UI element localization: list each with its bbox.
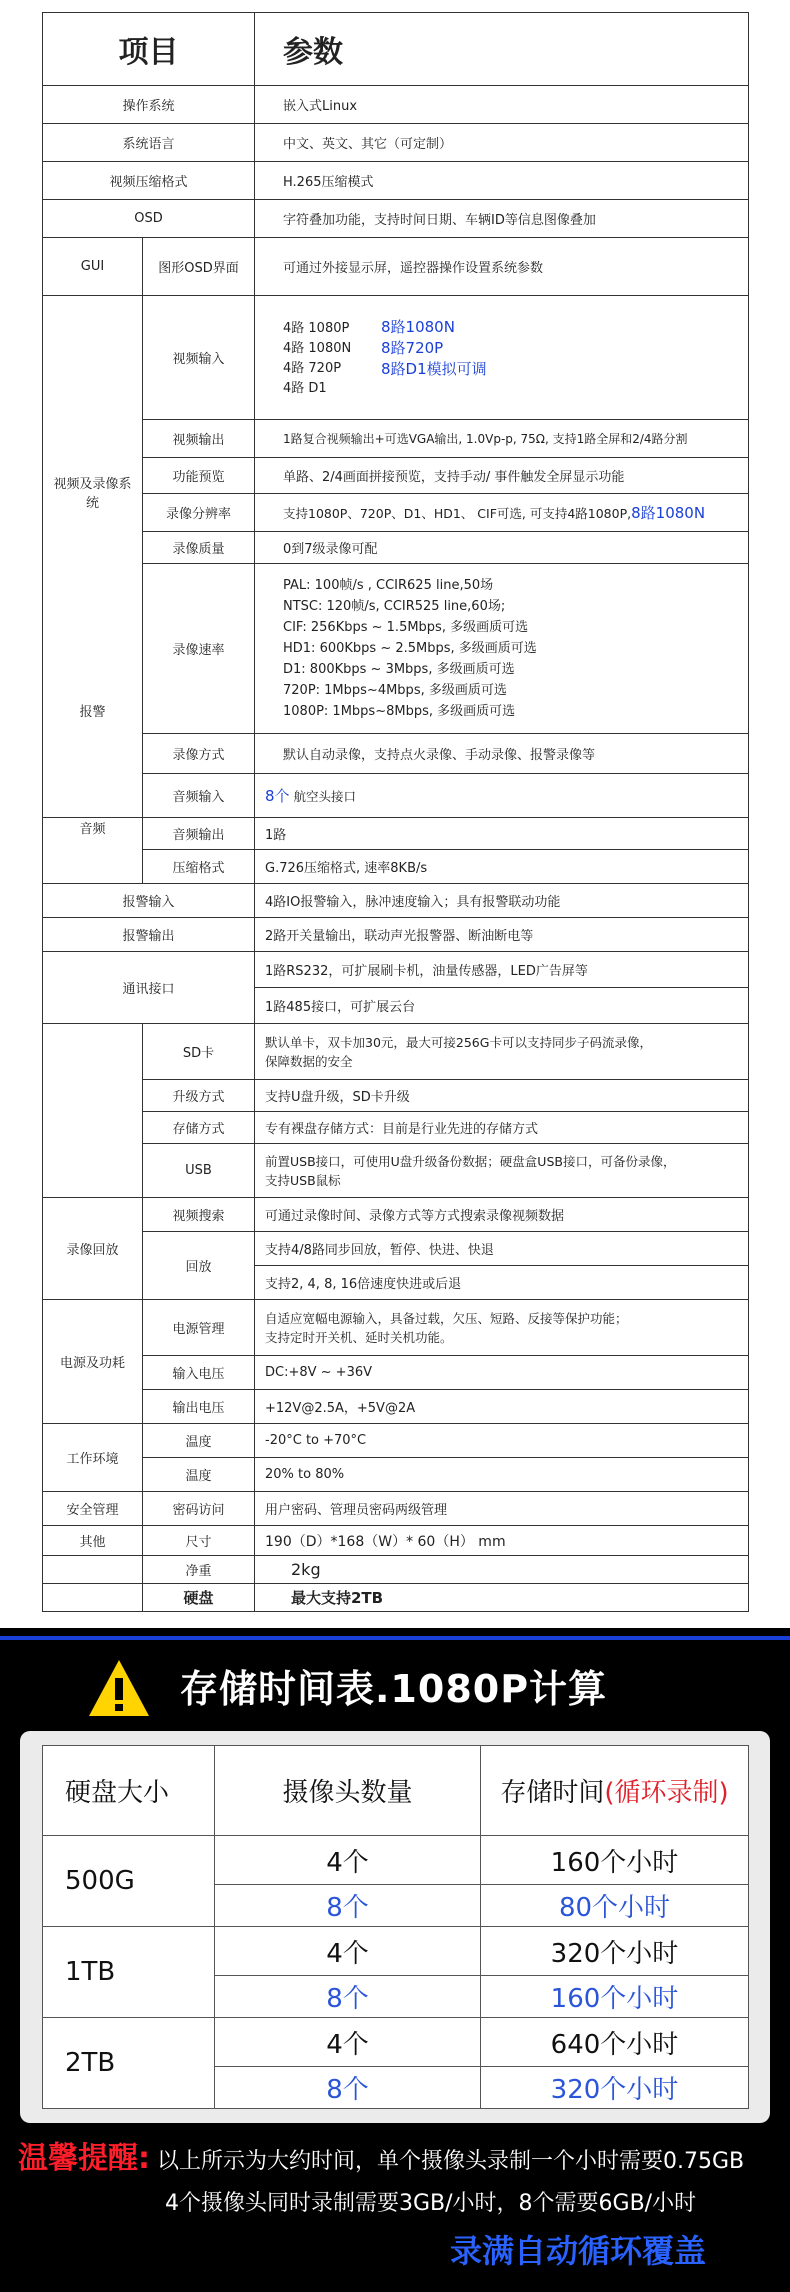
size-sub: 尺寸	[143, 1526, 255, 1556]
preview-value: 单路、2/4画面拼接预览，支持手动/ 事件触发全屏显示功能	[255, 458, 749, 494]
time-cell: 320个小时	[481, 1926, 749, 1975]
comm-v1: 1路RS232，可扩展刷卡机，油量传感器，LED广告屏等	[255, 952, 749, 988]
tip-label: 温馨提醒:	[18, 2141, 150, 2176]
vin-sub: 视频输入	[143, 296, 255, 420]
usb-sub: USB	[143, 1144, 255, 1198]
time-cell: 320个小时	[481, 2067, 749, 2109]
mode-value: 默认自动录像，支持点火录像、手动录像、报警录像等	[255, 734, 749, 774]
hdd-size-cell: 2TB	[43, 2017, 215, 2108]
vin-line: 4路 1080N	[283, 340, 352, 356]
storage-value: 专有裸盘存储方式：目前是行业先进的存储方式	[255, 1112, 749, 1144]
osd-label: OSD	[43, 200, 255, 238]
rate-line: HD1: 600Kbps ~ 2.5Mbps, 多级画质可选	[283, 641, 537, 656]
vin-power-sub: 输入电压	[143, 1356, 255, 1390]
sec-sub: 密码访问	[143, 1492, 255, 1526]
upgrade-value: 支持U盘升级，SD卡升级	[255, 1080, 749, 1112]
rate-value	[255, 564, 749, 734]
cam-cell: 4个	[215, 1835, 481, 1884]
vin-line: 4路 1080P	[283, 320, 350, 336]
temp-sub: 温度	[143, 1424, 255, 1458]
os-label: 操作系统	[43, 86, 255, 124]
video-group-title: 视频及录像系统	[53, 477, 132, 511]
rate-line: D1: 800Kbps ~ 3Mbps, 多级画质可选	[283, 662, 515, 677]
rate-line: 720P: 1Mbps~4Mbps, 多级画质可选	[283, 683, 507, 698]
tip-line-3: 录满自动循环覆盖	[450, 2232, 707, 2270]
rate-line: 1080P: 1Mbps~8Mbps, 多级画质可选	[283, 704, 516, 719]
cam-cell: 8个	[215, 1885, 481, 1927]
res-text: 支持1080P、720P、D1、HD1、 CIF可选, 可支持4路1080P,	[283, 506, 632, 521]
lang-value: 中文、英文、其它（可定制）	[255, 124, 749, 162]
play-sub: 回放	[143, 1232, 255, 1300]
header-param: 参数	[255, 13, 749, 86]
acodec-sub: 压缩格式	[143, 850, 255, 884]
warning-icon	[86, 1656, 152, 1722]
quality-sub: 录像质量	[143, 532, 255, 564]
codec-label: 视频压缩格式	[43, 162, 255, 200]
rate-sub: 录像速率	[143, 564, 255, 734]
ain-value	[255, 774, 749, 818]
sd-line: 保障数据的安全	[265, 1053, 353, 1069]
cam-cell: 8个	[215, 2067, 481, 2109]
vin-blue: 8路D1模拟可调	[381, 359, 487, 378]
time-cell: 80个小时	[481, 1885, 749, 1927]
sd-line: 默认单卡，双卡加30元，最大可接256G卡可以支持同步子码流录像，	[265, 1034, 652, 1050]
vout-power-value: +12V@2.5A，+5V@2A	[255, 1390, 749, 1424]
col-hdd-size: 硬盘大小	[43, 1746, 215, 1836]
rate-line: NTSC: 120帧/s, CCIR525 line,60场;	[283, 599, 506, 614]
gui-label: GUI	[43, 238, 143, 296]
aout-sub: 音频输出	[143, 818, 255, 850]
alarm-in-label: 报警输入	[43, 884, 255, 918]
res-blue: 8路1080N	[631, 504, 706, 522]
spec-table	[42, 12, 749, 1612]
time-cell: 160个小时	[481, 1976, 749, 2018]
usb-line: 支持USB鼠标	[265, 1172, 341, 1188]
osd-value: 字符叠加功能，支持时间日期、车辆ID等信息图像叠加	[255, 200, 749, 238]
col-loop-label: (循环录制)	[604, 1777, 729, 1808]
col-camera-count: 摄像头数量	[215, 1746, 481, 1836]
playback-group-label: 录像回放	[43, 1198, 143, 1300]
pm-line: 支持定时开关机、延时关机功能。	[265, 1329, 453, 1345]
storage-title: 存储时间表.1080P计算	[180, 1667, 608, 1711]
usb-line: 前置USB接口，可使用U盘升级备份数据；硬盘盒USB接口，可备份录像，	[265, 1153, 676, 1169]
storage-table	[42, 1745, 749, 2109]
vin-value	[255, 296, 749, 420]
storage-group-blank	[43, 1024, 143, 1198]
os-value: 嵌入式Linux	[255, 86, 749, 124]
alarm-in-value: 4路IO报警输入，脉冲速度输入；具有报警联动功能	[255, 884, 749, 918]
temp-value: -20°C to +70°C	[255, 1424, 749, 1458]
video-group-label	[43, 296, 143, 818]
vout-sub: 视频输出	[143, 420, 255, 458]
alarm-out-value: 2路开关量输出，联动声光报警器、断油断电等	[255, 918, 749, 952]
size-value: 190（D）*168（W）* 60（H） mm	[255, 1526, 749, 1556]
alarm-out-label: 报警输出	[43, 918, 255, 952]
hum-value: 20% to 80%	[255, 1458, 749, 1492]
other-label: 其他	[43, 1526, 143, 1556]
rate-line: PAL: 100帧/s , CCIR625 line,50场	[283, 578, 494, 593]
header-item: 项目	[43, 13, 255, 86]
mode-sub: 录像方式	[143, 734, 255, 774]
weight-sub: 净重	[143, 1556, 255, 1584]
pm-line: 自适应宽幅电源输入，具备过载，欠压、短路、反接等保护功能；	[265, 1310, 628, 1326]
hdd-value: 最大支持2TB	[255, 1584, 749, 1612]
vin-blue: 8路720P	[381, 338, 444, 357]
weight-blank	[43, 1556, 143, 1584]
cam-cell: 4个	[215, 1926, 481, 1975]
search-value: 可通过录像时间、录像方式等方式搜索录像视频数据	[255, 1198, 749, 1232]
env-group-label: 工作环境	[43, 1424, 143, 1492]
res-value	[255, 494, 749, 532]
time-cell: 640个小时	[481, 2017, 749, 2066]
vout-power-sub: 输出电压	[143, 1390, 255, 1424]
search-sub: 视频搜索	[143, 1198, 255, 1232]
pm-value	[255, 1300, 749, 1356]
usb-value	[255, 1144, 749, 1198]
storage-sub: 存储方式	[143, 1112, 255, 1144]
acodec-value: G.726压缩格式, 速率8KB/s	[255, 850, 749, 884]
hdd-sub: 硬盘	[143, 1584, 255, 1612]
vin-blue: 8路1080N	[381, 317, 455, 336]
upgrade-sub: 升级方式	[143, 1080, 255, 1112]
hdd-blank	[43, 1584, 143, 1612]
comm-v2: 1路485接口，可扩展云台	[255, 988, 749, 1024]
hdd-size-cell: 1TB	[43, 1926, 215, 2017]
time-cell: 160个小时	[481, 1835, 749, 1884]
sd-sub: SD卡	[143, 1024, 255, 1080]
col-storage-time-label: 存储时间	[500, 1777, 605, 1808]
sec-value: 用户密码、管理员密码两级管理	[255, 1492, 749, 1526]
play-v2: 支持2, 4, 8, 16倍速度快进或后退	[255, 1266, 749, 1300]
cam-cell: 4个	[215, 2017, 481, 2066]
quality-value: 0到7级录像可配	[255, 532, 749, 564]
tip-text-1: 以上所示为大约时间，单个摄像头录制一个小时需要0.75GB	[157, 2149, 745, 2174]
codec-value: H.265压缩模式	[255, 162, 749, 200]
alarm-label: 报警	[79, 705, 106, 720]
play-v1: 支持4/8路同步回放，暂停、快进、快退	[255, 1232, 749, 1266]
ain-sub: 音频输入	[143, 774, 255, 818]
tip-line-1	[18, 2133, 744, 2177]
lang-label: 系统语言	[43, 124, 255, 162]
col-storage-time	[481, 1746, 749, 1836]
gui-sub: 图形OSD界面	[143, 238, 255, 296]
sec-label: 安全管理	[43, 1492, 143, 1526]
hdd-size-cell: 500G	[43, 1835, 215, 1926]
tip-line-2: 4个摄像头同时录制需要3GB/小时，8个需要6GB/小时	[165, 2191, 697, 2216]
preview-sub: 功能预览	[143, 458, 255, 494]
ain-blue: 8个	[265, 787, 290, 805]
vout-value: 1路复合视频输出+可选VGA输出, 1.0Vp-p, 75Ω, 支持1路全屏和2/4路分割	[255, 420, 749, 458]
weight-value: 2kg	[255, 1556, 749, 1584]
sd-value	[255, 1024, 749, 1080]
ain-text: 航空头接口	[289, 789, 357, 804]
res-sub: 录像分辨率	[143, 494, 255, 532]
pm-sub: 电源管理	[143, 1300, 255, 1356]
storage-section	[0, 1628, 790, 2292]
vin-line: 4路 D1	[283, 380, 327, 396]
vin-line: 4路 720P	[283, 360, 342, 376]
aout-value: 1路	[255, 818, 749, 850]
storage-panel	[20, 1731, 770, 2123]
audio-group-label: 音频	[43, 818, 143, 884]
gui-value: 可通过外接显示屏，遥控器操作设置系统参数	[255, 238, 749, 296]
vin-power-value: DC:+8V ~ +36V	[255, 1356, 749, 1390]
hum-sub: 温度	[143, 1458, 255, 1492]
cam-cell: 8个	[215, 1976, 481, 2018]
comm-label: 通讯接口	[43, 952, 255, 1024]
blue-divider	[0, 1636, 790, 1640]
rate-line: CIF: 256Kbps ~ 1.5Mbps, 多级画质可选	[283, 620, 529, 635]
power-group-label: 电源及功耗	[43, 1300, 143, 1424]
